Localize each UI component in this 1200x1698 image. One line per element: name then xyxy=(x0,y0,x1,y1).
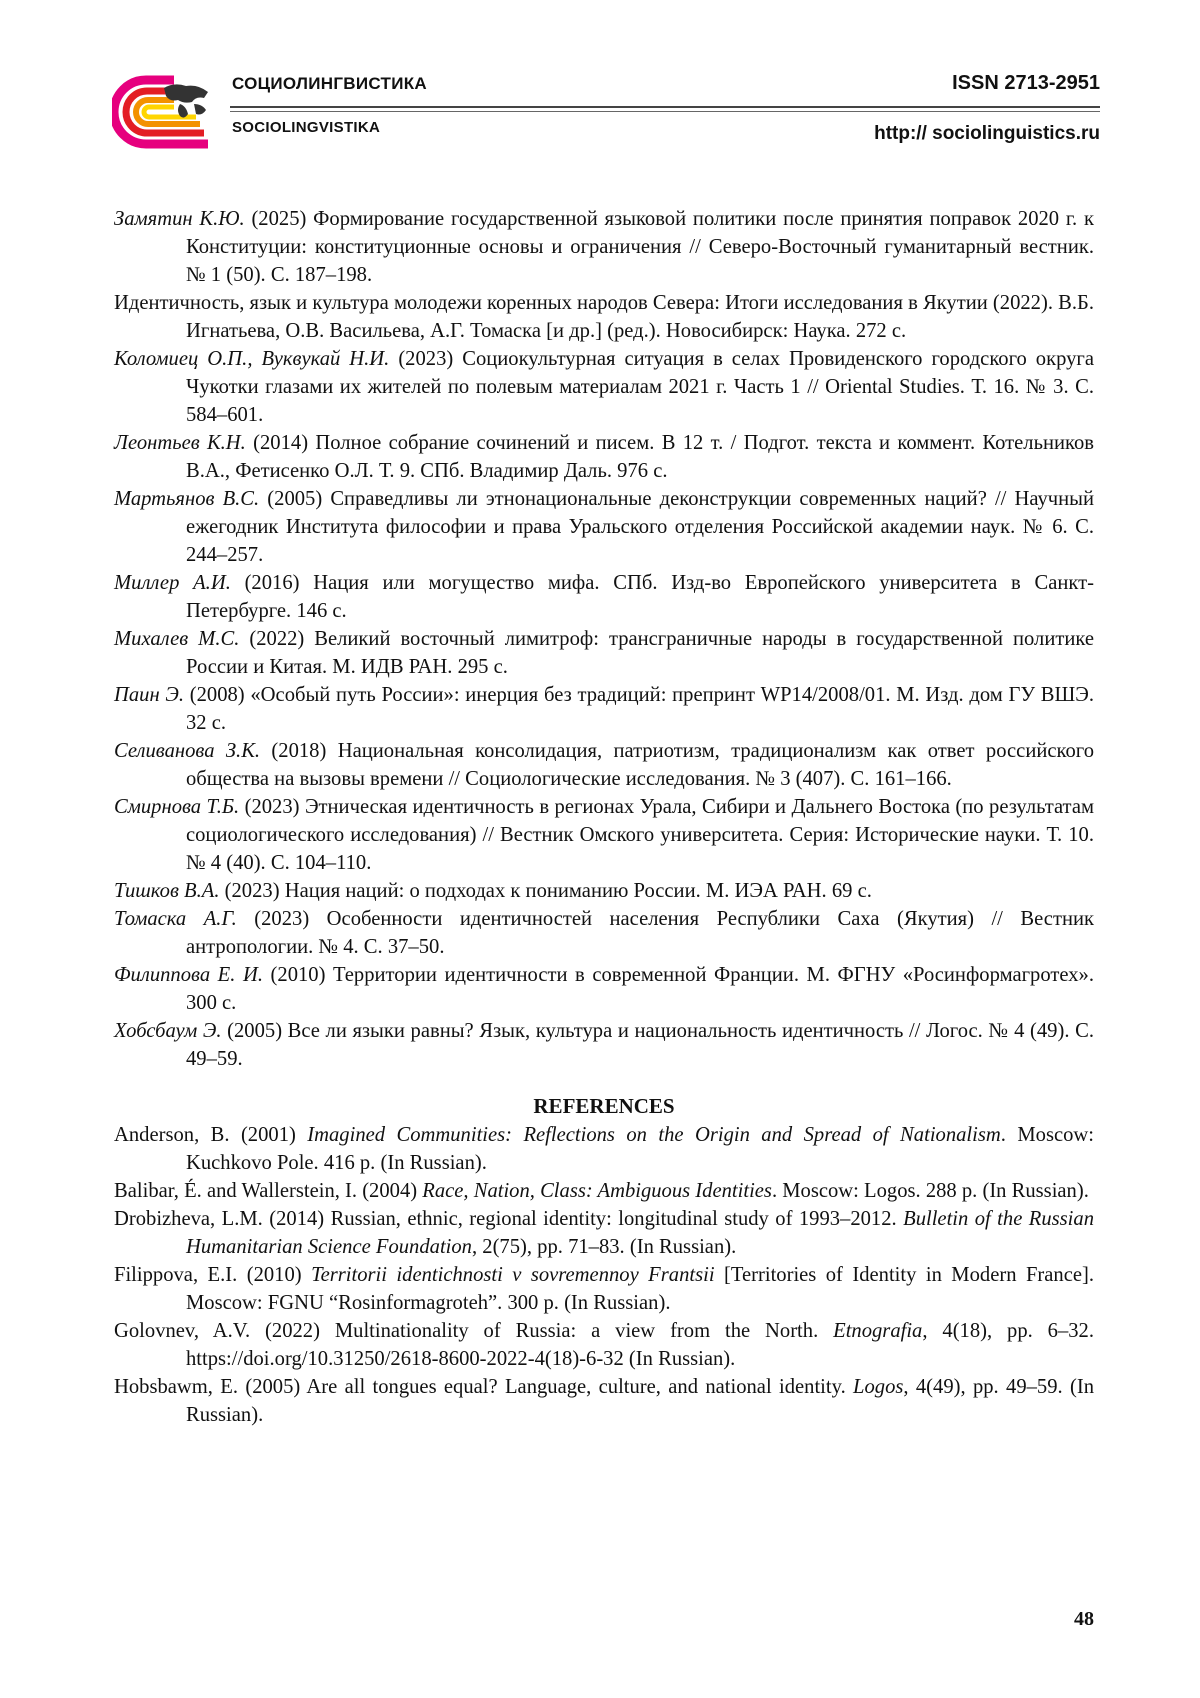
reference-post: , 2(75), pp. 71–83. (In Russian). xyxy=(471,1236,737,1258)
reference-post: . Moscow: Kuchkovo Pole. 416 p. (In Russian). xyxy=(186,1124,1094,1174)
reference-post: . Moscow: Logos. 288 p. (In Russian). xyxy=(771,1180,1089,1202)
reference-ru xyxy=(114,205,1094,289)
references-content xyxy=(114,205,1094,1429)
reference-author: Смирнова Т.Б. xyxy=(114,796,240,818)
page-header xyxy=(0,0,1200,170)
reference-post: , 4(18), pp. 6–32. https://doi.org/10.31250/2618-8600-2022-4(18)-6-32 (In Russian). xyxy=(186,1320,1094,1370)
reference-author: Миллер А.И. xyxy=(114,572,231,594)
reference-text: Идентичность, язык и культура молодежи коренных народов Севера: Итоги исследования в Якутии (2022). В.Б. Игнатьева, О.В. Васильева, А.Г. Томаска [и др.] (ред.). Новосибирск: Наука. 272 с. xyxy=(114,292,1094,342)
reference-text: (2023) Нация наций: о подходах к пониманию России. М. ИЭА РАН. 69 с. xyxy=(219,880,872,902)
reference-author: Хобсбаум Э. xyxy=(114,1020,222,1042)
reference-title: Etnografia xyxy=(833,1320,923,1342)
reference-title: Logos xyxy=(853,1376,904,1398)
reference-ru xyxy=(114,345,1094,429)
reference-title: Bulletin of the Russian Humanitarian Science Foundation xyxy=(186,1208,1094,1258)
reference-en xyxy=(114,1317,1094,1373)
reference-ru xyxy=(114,737,1094,793)
reference-title: Territorii identichnosti v sovremennoy Frantsii xyxy=(311,1264,715,1286)
reference-ru xyxy=(114,625,1094,681)
reference-ru xyxy=(114,429,1094,485)
reference-en xyxy=(114,1205,1094,1261)
header-rule-thick xyxy=(230,106,1100,108)
reference-ru xyxy=(114,877,1094,905)
reference-pre: Anderson, B. (2001) xyxy=(114,1124,308,1146)
reference-pre: Golovnev, A.V. (2022) Multinationality of Russia: a view from the North. xyxy=(114,1320,834,1342)
reference-en xyxy=(114,1121,1094,1177)
reference-ru xyxy=(114,569,1094,625)
reference-ru xyxy=(114,1017,1094,1073)
reference-author: Тишков В.А. xyxy=(114,880,220,902)
references-ru-list xyxy=(114,205,1094,1073)
references-heading: REFERENCES xyxy=(533,1094,675,1118)
reference-text: (2023) Социокультурная ситуация в селах Провиденского городского округа Чукотки глазами их жителей по полевым материалам 2021 г. Часть 1 // Oriental Studies. Т. 16. № 3. С. 584–601. xyxy=(186,348,1094,426)
reference-author: Замятин К.Ю. xyxy=(114,208,245,230)
reference-en xyxy=(114,1373,1094,1429)
references-en-list xyxy=(114,1121,1094,1429)
reference-text: (2008) «Особый путь России»: инерция без традиций: препринт WP14/2008/01. М. Изд. дом ГУ ВШЭ. 32 с. xyxy=(184,684,1094,734)
reference-text: (2022) Великий восточный лимитроф: трансграничные народы в государственной политике России и Китая. М. ИДВ РАН. 295 с. xyxy=(186,628,1094,678)
reference-ru xyxy=(114,793,1094,877)
reference-text: (2005) Справедливы ли этнонациональные деконструкции современных наций? // Научный ежегодник Института философии и права Уральского отделения Российской академии наук. № 6. С. 244–257. xyxy=(186,488,1094,566)
reference-pre: Filippova, E.I. (2010) xyxy=(114,1264,312,1286)
reference-post: , 4(49), pp. 49–59. (In Russian). xyxy=(186,1376,1094,1426)
reference-title: Race, Nation, Class: Ambiguous Identities xyxy=(422,1180,772,1202)
journal-title-en: SOCIOLINGVISTIKA xyxy=(232,119,381,136)
reference-en xyxy=(114,1261,1094,1317)
journal-title-ru: СОЦИОЛИНГВИСТИКА xyxy=(232,74,427,93)
reference-author: Паин Э. xyxy=(114,684,185,706)
reference-ru xyxy=(114,961,1094,1017)
reference-text: (2023) Этническая идентичность в регионах Урала, Сибири и Дальнего Востока (по результатам социологического исследования) // Вестник Омского университета. Серия: Исторические науки. Т. 10. № 4 (40). С. 104–110. xyxy=(186,796,1094,874)
reference-text: (2023) Особенности идентичностей населения Республики Саха (Якутия) // Вестник антропологии. № 4. С. 37–50. xyxy=(186,908,1094,958)
journal-url[interactable]: http:// sociolinguistics.ru xyxy=(874,123,1100,144)
reference-ru xyxy=(114,485,1094,569)
reference-title: Imagined Communities: Reflections on the Origin and Spread of Nationalism xyxy=(307,1124,1001,1146)
reference-post: [Territories of Identity in Modern France]. Moscow: FGNU “Rosinformagroteh”. 300 p. (In Russian). xyxy=(186,1264,1094,1314)
issn-label: ISSN 2713-2951 xyxy=(952,72,1100,94)
reference-author: Коломиец О.П., Вуквукай Н.И. xyxy=(114,348,390,370)
reference-text: (2005) Все ли языки равны? Язык, культура и национальность идентичность // Логос. № 4 (49). С. 49–59. xyxy=(186,1020,1094,1070)
page-number: 48 xyxy=(1074,1608,1094,1630)
reference-pre: Hobsbawm, E. (2005) Are all tongues equal? Language, culture, and national identity. xyxy=(114,1376,854,1398)
reference-en xyxy=(114,1177,1094,1205)
reference-ru xyxy=(114,289,1094,345)
reference-text: (2014) Полное собрание сочинений и писем. В 12 т. / Подгот. текста и коммент. Котельников В.А., Фетисенко О.Л. Т. 9. СПб. Владимир Даль. 976 с. xyxy=(186,432,1094,482)
reference-pre: Balibar, É. and Wallerstein, I. (2004) xyxy=(114,1180,423,1202)
reference-text: (2016) Нация или могущество мифа. СПб. Изд-во Европейского университета в Санкт-Петербурге. 146 с. xyxy=(186,572,1094,622)
sociolingvistika-logo-icon xyxy=(112,74,212,150)
reference-author: Михалев М.С. xyxy=(114,628,240,650)
reference-author: Томаска А.Г. xyxy=(114,908,237,930)
reference-ru xyxy=(114,681,1094,737)
reference-ru xyxy=(114,905,1094,961)
reference-pre: Drobizheva, L.M. (2014) Russian, ethnic, regional identity: longitudinal study of 1993–2012. xyxy=(114,1208,904,1230)
reference-author: Филиппова Е. И. xyxy=(114,964,263,986)
reference-text: (2018) Национальная консолидация, патриотизм, традиционализм как ответ российского общества на вызовы времени // Социологические исследования. № 3 (407). С. 161–166. xyxy=(186,740,1094,790)
header-rule-thin xyxy=(230,111,1100,112)
reference-author: Леонтьев К.Н. xyxy=(114,432,246,454)
reference-author: Селиванова З.К. xyxy=(114,740,261,762)
reference-text: (2025) Формирование государственной языковой политики после принятия поправок 2020 г. к Конституции: конституционные основы и ограничения // Северо-Восточный гуманитарный вестник. № 1 (50). С. 187–198. xyxy=(186,208,1094,286)
reference-text: (2010) Территории идентичности в современной Франции. М. ФГНУ «Росинформагротех». 300 с. xyxy=(186,964,1094,1014)
reference-author: Мартьянов В.С. xyxy=(114,488,260,510)
